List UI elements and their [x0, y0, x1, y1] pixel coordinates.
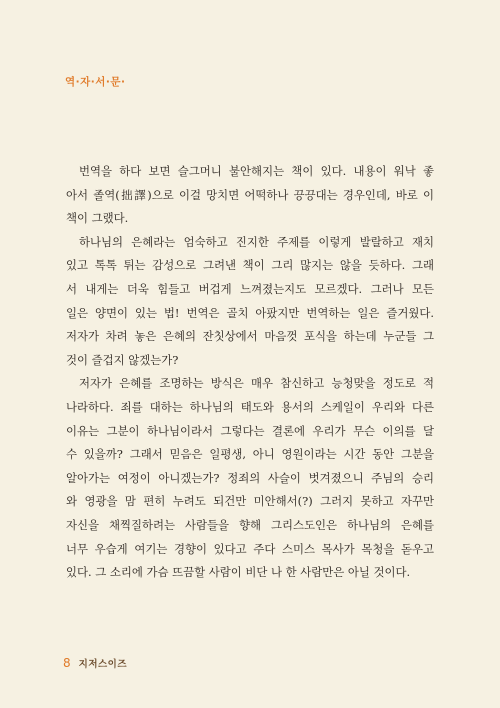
text-line: 너무 우습게 여기는 경향이 있다고 주다 스미스 목사가 목청을 돋우고 [66, 541, 434, 556]
text-line: 이유는 그분이 하나님이라서 그렇다는 결론에 우리가 무슨 이의를 달 [66, 423, 434, 438]
page-footer [63, 656, 127, 670]
text-line: 책이 그랬다. [66, 211, 129, 226]
text-line: 있다. 그 소리에 가슴 뜨끔할 사람이 비단 나 한 사람만은 아닐 것이다. [66, 565, 411, 580]
text-line: 아서 졸역(拙譯)으로 이걸 망치면 어떡하나 끙끙대는 경우인데, 바로 이 [66, 187, 434, 202]
text-line: 자신을 채찍질하려는 사람들을 향해 그리스도인은 하나님의 은혜를 [66, 517, 434, 532]
page-number: 8 [63, 656, 71, 670]
text-line: 알아가는 여정이 아니겠는가? 정죄의 사슬이 벗겨졌으니 주님의 승리 [66, 470, 434, 485]
text-line: 서 내게는 더욱 힘들고 버겁게 느껴졌는지도 모르겠다. 그러나 모든 [66, 281, 434, 296]
text-line: 나라하다. 죄를 대하는 하나님의 태도와 용서의 스케일이 우리와 다른 [66, 399, 434, 414]
text-line: 수 있을까? 그래서 믿음은 일평생, 아니 영원이라는 시간 동안 그분을 [66, 447, 434, 462]
text-line: 일은 양면이 있는 법! 번역은 골치 아팠지만 번역하는 일은 즐거웠다. [66, 305, 434, 320]
text-line: 저자가 차려 놓은 은혜의 잔칫상에서 마음껏 포식을 하는데 누군들 그 [66, 329, 434, 344]
text-line: 와 영광을 맘 편히 누려도 되건만 미안해서(?) 그러지 못하고 자꾸만 [66, 494, 434, 509]
text-line: 하나님의 은혜라는 엄숙하고 진지한 주제를 이렇게 발랄하고 재치 [79, 234, 434, 249]
text-line: 번역을 하다 보면 슬그머니 불안해지는 책이 있다. 내용이 워낙 좋 [79, 164, 434, 178]
book-title-logo: 지저스이즈 [78, 659, 128, 670]
section-title: 역·자·서·문· [65, 76, 126, 88]
text-line: 있고 톡톡 튀는 감성으로 그려낸 책이 그리 많지는 않을 듯하다. 그래 [66, 258, 434, 273]
text-line: 것이 즐겁지 않겠는가? [66, 352, 179, 367]
body-text [66, 160, 434, 585]
text-line: 저자가 은혜를 조명하는 방식은 매우 참신하고 능청맞을 정도로 적 [79, 376, 434, 391]
